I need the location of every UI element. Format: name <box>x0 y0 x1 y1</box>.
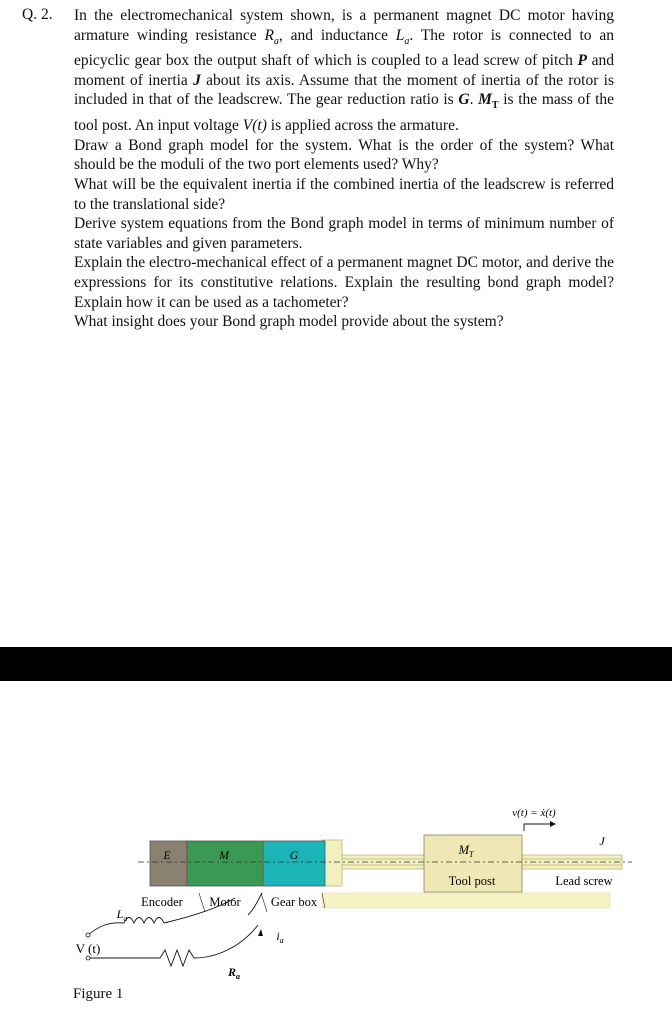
leadscrew-label: Lead screw <box>555 874 613 888</box>
symbol-M: M <box>478 91 492 109</box>
motor-label: Motor <box>209 895 241 909</box>
intro-text-6: . <box>469 91 479 109</box>
part-1: Draw a Bond graph model for the system. What is the order of the system? What should be the moduli of the two port elements used? Why? <box>74 136 614 174</box>
system-diagram <box>0 790 672 1009</box>
symbol-J: J <box>193 71 201 89</box>
intro-text-5: about its axis. Assume that the moment of inertia of the rotor is included in that of the leadscrew. The gear reduction ratio is <box>74 71 614 109</box>
base-plate <box>322 893 610 908</box>
terminal-bottom <box>86 956 90 960</box>
intro-text-3: . The rotor is connected to an epicyclic gear box the output shaft of which is coupled to a lead screw of pitch <box>74 26 614 70</box>
symbol-P: P <box>577 52 587 70</box>
intro-text-2: , and inductance <box>278 26 396 44</box>
toolpost-label: Tool post <box>448 874 496 888</box>
question-number: Q. 2. <box>22 6 53 23</box>
gearbox-letter: G <box>289 848 299 862</box>
part-4: Explain the electro-mechanical effect of a permanent magnet DC motor, and derive the expressions for its constitutive relations. Explain the resulting bond graph model? Explain how it can be used as a tachometer? <box>74 254 614 311</box>
symbol-M-sub: T <box>491 100 499 112</box>
symbol-R-sub: a <box>273 35 279 47</box>
symbol-R: R <box>264 26 274 44</box>
symbol-t: (t) <box>252 117 267 135</box>
question-intro <box>74 6 614 136</box>
velocity-arrow <box>524 824 550 831</box>
inductor-coil <box>124 918 164 924</box>
symbol-V: V <box>242 117 253 135</box>
part-3: Derive system equations from the Bond graph model in terms of minimum number of state variables and given parameters. <box>74 215 614 252</box>
motor-letter: M <box>219 848 229 862</box>
current-label: $i_a$ <box>276 929 284 945</box>
velocity-arrowhead <box>550 821 556 827</box>
voltage-label: V (t) <box>75 941 101 956</box>
intro-text-1: In the electromechanical system shown, is a permanent magnet DC motor having armature winding resistance <box>74 7 614 44</box>
encoder-label: Encoder <box>141 895 183 909</box>
encoder-letter: E <box>163 848 171 862</box>
current-arrowhead <box>258 929 263 936</box>
question-text <box>74 6 614 332</box>
figure-caption: Figure 1 <box>73 986 124 1002</box>
symbol-G: G <box>458 91 470 109</box>
part-5: What insight does your Bond graph model provide about the system? <box>74 313 504 331</box>
terminal-top <box>86 933 90 937</box>
mass-label: $M_T$ <box>458 843 474 859</box>
intro-text-7: is the mass of the tool post. An input voltage <box>74 91 615 135</box>
resistance-label: $R_a$ <box>227 965 241 981</box>
resistor-zigzag <box>160 950 194 966</box>
intro-text-4: and moment of inertia <box>74 52 614 89</box>
inductance-label: $L_a$ <box>116 907 128 923</box>
velocity-label: v(t) = ẋ(t) <box>512 807 556 819</box>
gearbox-label: Gear box <box>270 895 318 909</box>
inertia-label: J <box>599 834 605 848</box>
intro-text-8: is applied across the armature. <box>266 117 459 135</box>
black-bar <box>0 647 672 681</box>
symbol-L-sub: a <box>404 35 410 47</box>
part-2: What will be the equivalent inertia if the combined inertia of the leadscrew is referred to the translational side? <box>74 175 614 213</box>
symbol-L: L <box>395 26 405 44</box>
figure-1 <box>0 790 672 1009</box>
